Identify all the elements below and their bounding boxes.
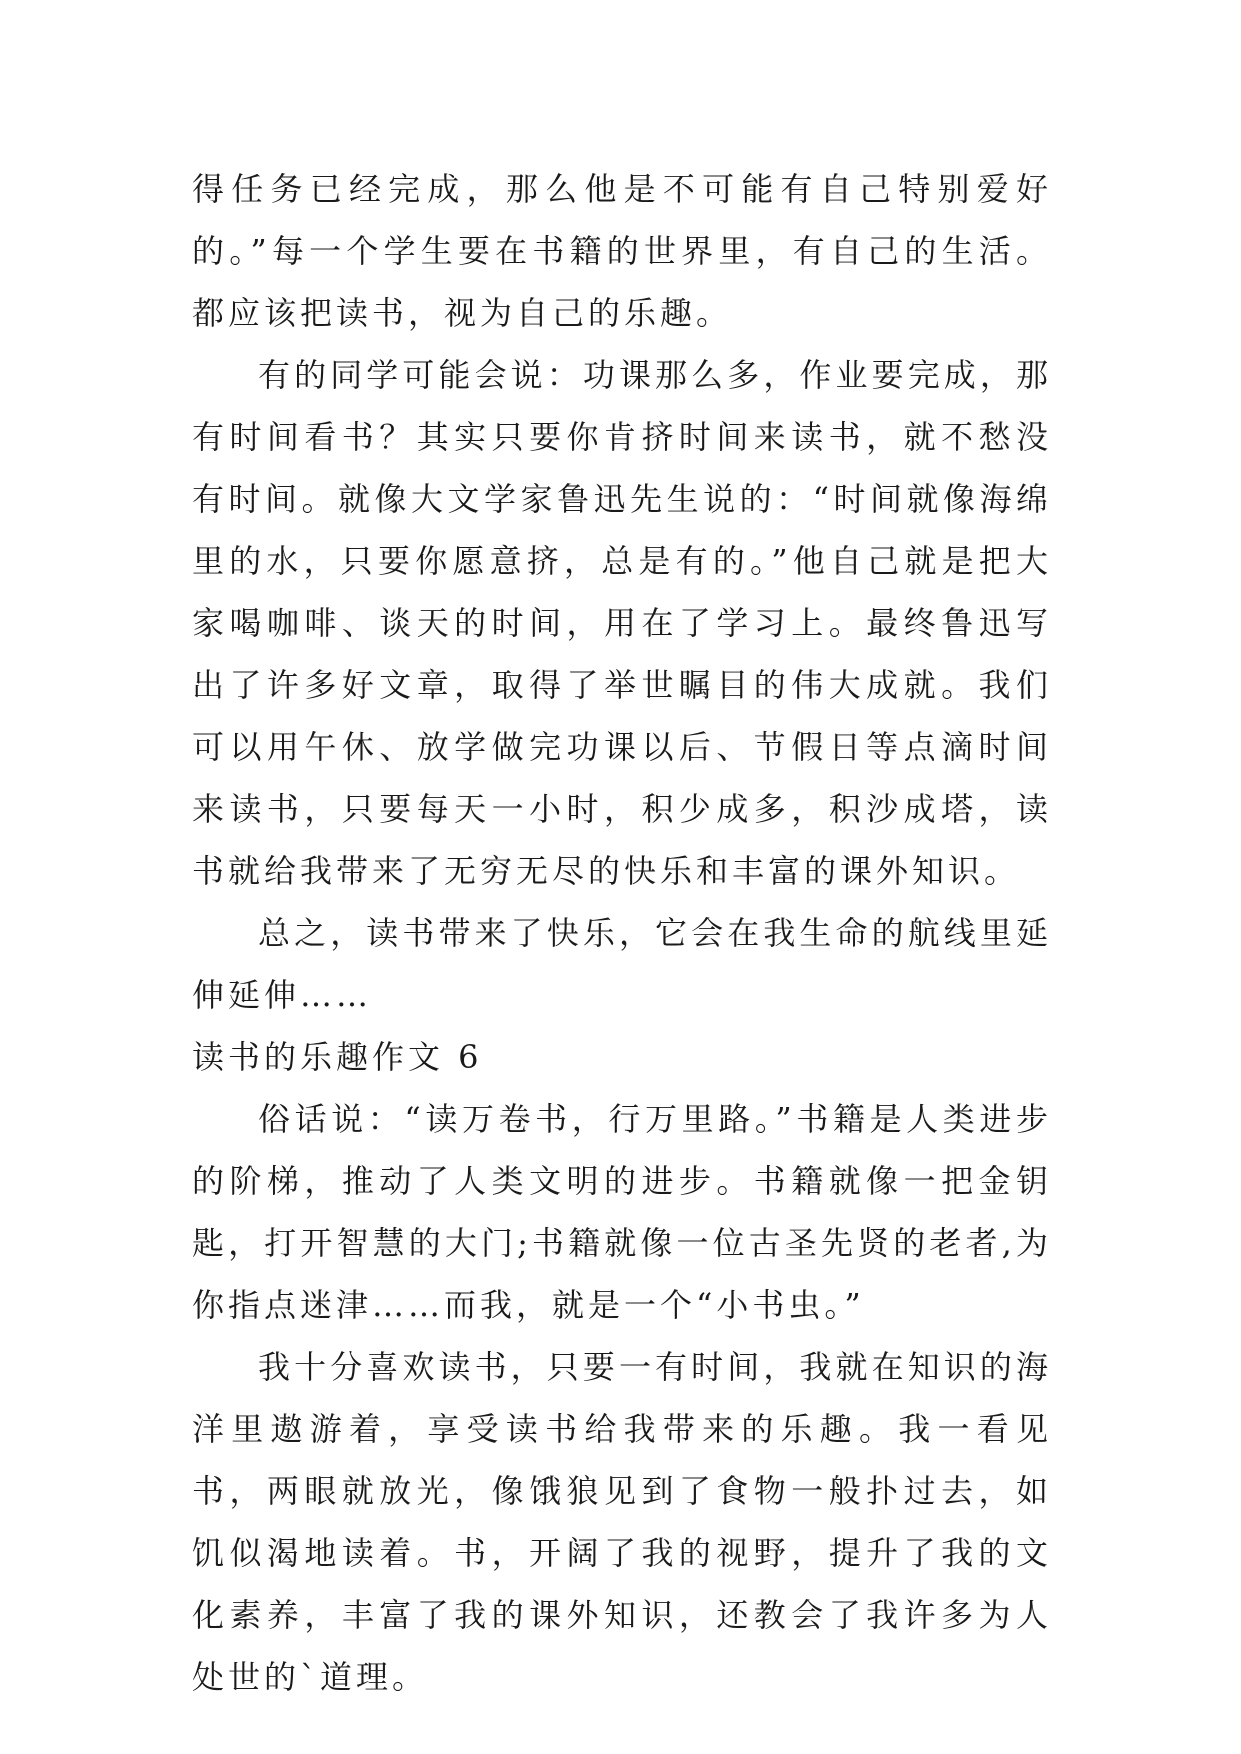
continued-paragraph: 得任务已经完成，那么他是不可能有自己特别爱好的。”每一个学生要在书籍的世界里，有自己的生活。都应该把读书，视为自己的乐趣。	[192, 170, 1052, 332]
paragraph-time-for-reading: 有的同学可能会说：功课那么多，作业要完成，那有时间看书？其实只要你肯挤时间来读书，就不愁没有时间。就像大文学家鲁迅先生说的：“时间就像海绵里的水，只要你愿意挤，总是有的。”他自己就是把大家喝咖啡、谈天的时间，用在了学习上。最终鲁迅写出了许多好文章，取得了举世瞩目的伟大成就。我们可以用午休、放学做完功课以后、节假日等点滴时间来读书，只要每天一小时，积少成多，积沙成塔，读书就给我带来了无穷无尽的快乐和丰富的课外知识。	[192, 356, 1052, 890]
section-title: 读书的乐趣作文 6	[192, 1038, 483, 1076]
document-body	[192, 158, 1052, 1708]
section-paragraph-love-reading: 我十分喜欢读书，只要一有时间，我就在知识的海洋里遨游着，享受读书给我带来的乐趣。我一看见书，两眼就放光，像饿狼见到了食物一般扑过去，如饥似渴地读着。书，开阔了我的视野，提升了我的文化素养，丰富了我的课外知识，还教会了我许多为人处世的`道理。	[192, 1348, 1052, 1696]
paragraph-conclusion: 总之，读书带来了快乐，它会在我生命的航线里延伸延伸……	[192, 914, 1052, 1014]
section-paragraph-proverb: 俗话说：“读万卷书，行万里路。”书籍是人类进步的阶梯，推动了人类文明的进步。书籍就像一把金钥匙，打开智慧的大门;书籍就像一位古圣先贤的老者,为你指点迷津……而我，就是一个“小书虫。”	[192, 1100, 1052, 1324]
